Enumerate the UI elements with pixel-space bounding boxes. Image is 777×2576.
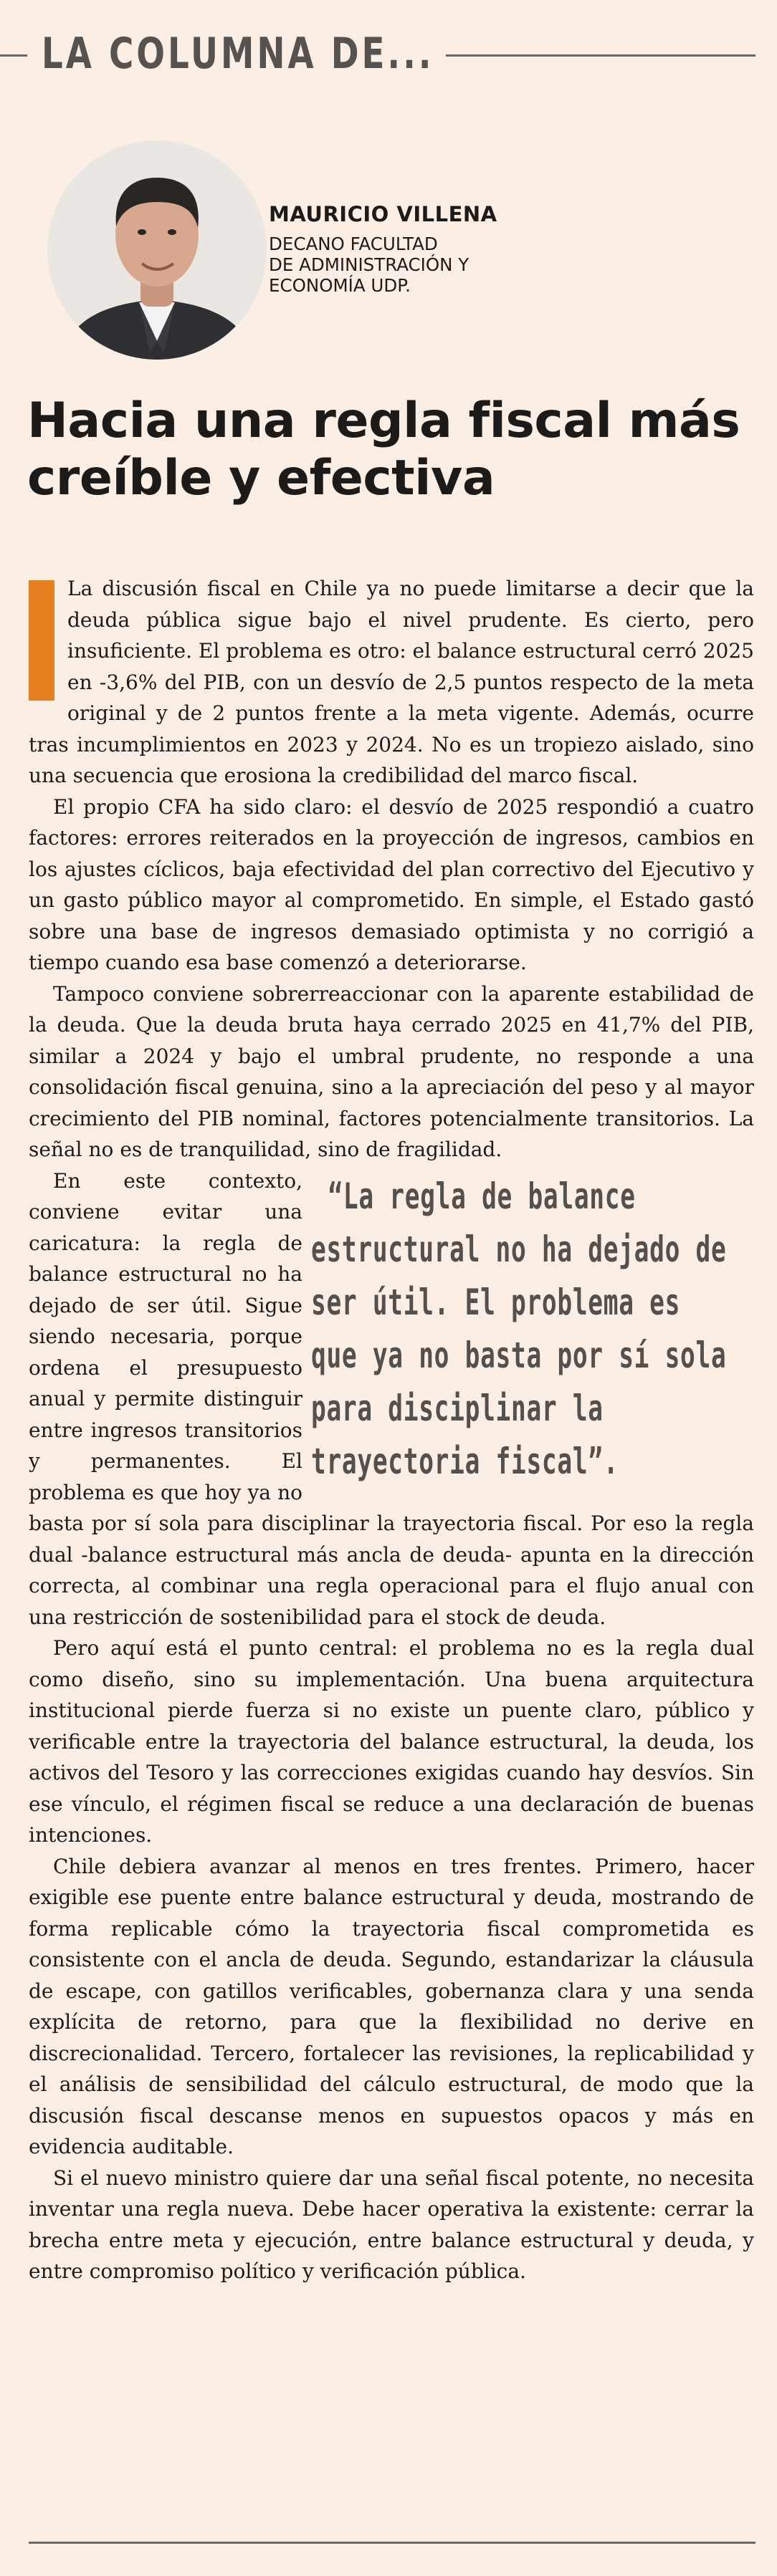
pull-quote <box>311 1167 754 1482</box>
paragraph-7: Si el nuevo ministro quiere dar una señal fiscal potente, no necesita inventar una regla nueva. Debe hacer operativa la existente: cerrar la brecha entre meta y ejecución, entre balance estructural y deuda, y entre compromiso político y verificación pública. <box>29 2166 754 2283</box>
article-body <box>29 573 754 2287</box>
header-rule-left <box>0 54 27 57</box>
paragraph-3: Tampoco conviene sobrerreaccionar con la aparente estabilidad de la deuda. Que la deuda bruta haya cerrado 2025 en 41,7% del PIB, similar a 2024 y bajo el umbral prudente, no responde a una consolidación fiscal genuina, sino a la apreciación del peso y al mayor crecimiento del PIB nominal, factores potencialmente transitorios. La señal no es de tranquilidad, sino de fragilidad. <box>29 981 754 1161</box>
author-name: MAURICIO VILLENA <box>269 202 497 226</box>
paragraph-1 <box>29 573 754 792</box>
paragraph-4-text: En este contexto, conviene evitar una caricatura: la regla de balance estructural no ha dejado de ser útil. Sigue siendo necesaria, porque ordena el presupuesto anual y permite distinguir entre ingresos transitorios y permanentes. El problema es que hoy ya no basta por sí sola para disciplinar la trayectoria fiscal. Por eso la regla dual -balance estructural más ancla de deuda- apunta en la dirección correcta, al combinar una regla operacional para el flujo anual con una restricción de sostenibilidad para el stock de deuda. <box>29 1168 754 1629</box>
paragraph-1-text: La discusión fiscal en Chile ya no puede limitarse a decir que la deuda pública sigue bajo el nivel prudente. Es cierto, pero insuficiente. El problema es otro: el balance estructural cerró 2025 en -3,6% del PIB, con un desvío de 2,5 puntos respecto de la meta original y de 2 puntos frente a la meta vigente. Además, ocurre tras incumplimientos en 2023 y 2024. No es un tropiezo aislado, sino una secuencia que erosiona la credibilidad del marco fiscal. <box>29 577 754 787</box>
section-header <box>0 24 777 89</box>
paragraph-6: Chile debiera avanzar al menos en tres frentes. Primero, hacer exigible ese puente entre balance estructural y deuda, mostrando de forma replicable cómo la trayectoria fiscal comprometida es consistente con el ancla de deuda. Segundo, estandarizar la cláusula de escape, con gatillos verificables, gobernanza clara y una senda explícita de retorno, para que la flexibilidad no derive en discrecionalidad. Tercero, fortalecer las revisiones, la replicabilidad y el análisis de sensibilidad del cálculo estructural, de modo que la discusión fiscal descanse menos en supuestos opacos y más en evidencia auditable. <box>29 1854 754 2158</box>
paragraph-4 <box>29 1166 754 1633</box>
footer-rule <box>29 2542 755 2544</box>
paragraph-5: Pero aquí está el punto central: el problema no es la regla dual como diseño, sino su implementación. Una buena arquitectura institucional pierde fuerza si no existe un puente claro, público y verificable entre la trayectoria del balance estructural, la deuda, los activos del Tesoro y las correcciones exigidas cuando hay desvíos. Sin ese vínculo, el régimen fiscal se reduce a una declaración de buenas intenciones. <box>29 1636 754 1847</box>
paragraph-2: El propio CFA ha sido claro: el desvío de 2025 respondió a cuatro factores: errores reiterados en la proyección de ingresos, cambios en los ajustes cíclicos, baja efectividad del plan correctivo del Ejecutivo y un gasto público mayor al comprometido. En simple, el Estado gastó sobre una base de ingresos demasiado optimista y no corrigió a tiempo cuando esa base comenzó a deteriorarse. <box>29 794 754 974</box>
author-role: DECANO FACULTAD DE ADMINISTRACIÓN Y ECONOMÍA UDP. <box>269 234 469 296</box>
section-label: LA COLUMNA DE... <box>42 29 434 79</box>
avatar-illustration <box>47 140 267 360</box>
pull-quote-text: “La regla de balance estructural no ha dejado de ser útil. El problema es que ya no basta por sí sola para disciplinar la trayectoria fiscal”. <box>311 1175 727 1482</box>
dropcap-accent-bar <box>29 580 54 701</box>
author-portrait-icon <box>47 140 267 360</box>
author-info <box>269 202 728 296</box>
article-headline: Hacia una regla fiscal más creíble y efectiva <box>27 393 740 506</box>
header-rule-right <box>446 54 755 57</box>
